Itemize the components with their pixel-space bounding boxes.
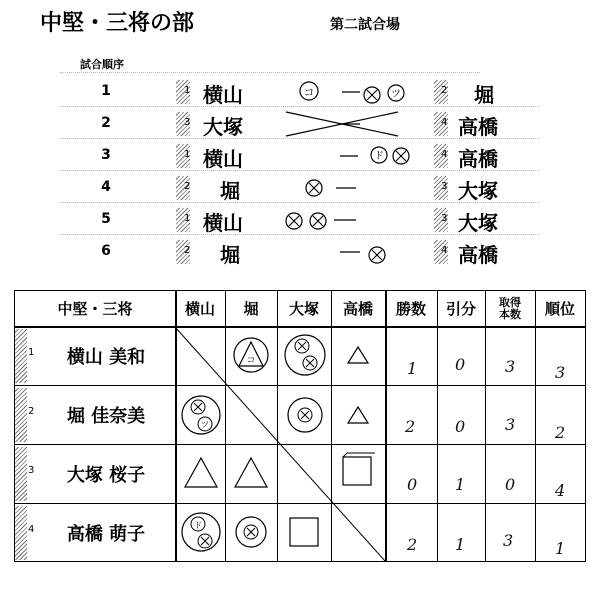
svg-text:ツ: ツ xyxy=(391,89,401,100)
column-header: 横山 xyxy=(184,300,215,318)
wins-value: 0 xyxy=(407,475,418,494)
right-seat-number: 2 xyxy=(441,85,448,96)
triangle-icon xyxy=(185,458,217,487)
column-header: 大塚 xyxy=(288,300,319,318)
right-seat-number: 4 xyxy=(441,245,448,256)
row-divider xyxy=(60,138,540,139)
match-row xyxy=(0,236,600,268)
svg-text:コ: コ xyxy=(246,356,256,366)
mark-x-circle-icon xyxy=(286,213,302,229)
right-seat-number: 3 xyxy=(441,213,448,224)
points-value: 3 xyxy=(505,415,516,434)
svg-text:ド: ド xyxy=(374,151,384,162)
mark-ko-circle-icon xyxy=(300,82,318,100)
draws-value: 1 xyxy=(455,535,466,554)
column-header: 勝数 xyxy=(395,300,426,318)
draws-value: 0 xyxy=(455,355,466,374)
left-player: 横山 xyxy=(203,147,243,171)
row-divider xyxy=(60,234,540,235)
svg-text:ツ: ツ xyxy=(201,420,209,429)
draws-value: 0 xyxy=(455,417,466,436)
rank-value: 4 xyxy=(555,481,566,500)
page-title: 中堅・三将の部 xyxy=(40,11,195,36)
left-player: 堀 xyxy=(220,179,240,203)
match-number: 5 xyxy=(101,211,111,227)
player-name: 横山 美和 xyxy=(66,347,146,368)
score-marks xyxy=(0,76,600,108)
match-number: 2 xyxy=(101,115,111,131)
mark-tsu-circle-icon xyxy=(388,85,404,101)
match-number: 3 xyxy=(101,147,111,163)
right-seat-number: 4 xyxy=(441,149,448,160)
draws-value: 1 xyxy=(455,475,466,494)
row-seat-number: 1 xyxy=(28,347,35,358)
column-header: 高橋 xyxy=(342,300,373,318)
venue-label: 第二試合場 xyxy=(330,17,400,33)
double-x-circle-icon xyxy=(285,335,325,375)
mark-x-circle-icon xyxy=(306,180,322,196)
row-divider xyxy=(60,170,540,171)
cancelled-cross xyxy=(0,108,600,140)
right-player: 大塚 xyxy=(458,179,498,203)
match-row xyxy=(0,204,600,236)
column-header: 順位 xyxy=(544,300,575,318)
match-number: 4 xyxy=(101,179,111,195)
right-player: 堀 xyxy=(474,83,494,107)
column-header-line: 取得 xyxy=(499,295,521,309)
score-marks xyxy=(0,140,600,172)
mark-x-circle-icon xyxy=(364,87,380,103)
player-name: 大塚 桜子 xyxy=(66,465,146,486)
points-value: 0 xyxy=(505,475,516,494)
right-seat-number: 4 xyxy=(441,117,448,128)
match-number: 6 xyxy=(101,243,111,259)
square-icon xyxy=(343,453,375,485)
mark-x-circle-icon xyxy=(393,148,409,164)
left-player: 堀 xyxy=(220,243,240,267)
rank-value: 3 xyxy=(555,363,566,382)
match-row xyxy=(0,140,600,172)
match-row xyxy=(0,108,600,140)
self-diagonal xyxy=(175,327,385,561)
left-seat-number: 2 xyxy=(184,181,191,192)
player-name: 高橋 萌子 xyxy=(66,524,146,545)
right-player: 高橋 xyxy=(458,115,498,139)
header-divider xyxy=(60,72,480,73)
left-seat-number: 1 xyxy=(184,149,191,160)
left-seat-number: 3 xyxy=(184,117,191,128)
triangle-icon xyxy=(235,458,267,487)
match-order-label: 試合順序 xyxy=(80,58,124,71)
triangle-ko-icon xyxy=(234,338,268,372)
x-circle-icon xyxy=(288,398,322,432)
right-player: 高橋 xyxy=(458,243,498,267)
left-player: 横山 xyxy=(203,83,243,107)
wins-value: 2 xyxy=(407,535,418,554)
svg-text:ド: ド xyxy=(194,521,202,530)
score-marks xyxy=(0,172,600,204)
row-seat-number: 3 xyxy=(28,465,35,476)
results-table xyxy=(14,290,586,562)
result-marks xyxy=(15,291,587,563)
left-seat-number: 1 xyxy=(184,213,191,224)
row-divider xyxy=(60,202,540,203)
column-header: 堀 xyxy=(243,300,259,318)
row-seat-number: 2 xyxy=(28,406,35,417)
match-row xyxy=(0,172,600,204)
do-x-circle-icon xyxy=(182,513,220,551)
right-player: 高橋 xyxy=(458,147,498,171)
score-marks xyxy=(0,236,600,268)
row-seat-number: 4 xyxy=(28,524,35,535)
left-player: 大塚 xyxy=(203,115,243,139)
right-seat-number: 3 xyxy=(441,181,448,192)
right-player: 大塚 xyxy=(458,211,498,235)
mark-x-circle-icon xyxy=(310,213,326,229)
wins-value: 2 xyxy=(405,417,416,436)
mark-x-circle-icon xyxy=(369,247,385,263)
left-seat-number: 1 xyxy=(184,85,191,96)
column-header: 引分 xyxy=(445,300,476,318)
row-divider xyxy=(60,106,540,107)
table-title: 中堅・三将 xyxy=(57,300,133,318)
points-value: 3 xyxy=(503,531,514,550)
player-name: 堀 佳奈美 xyxy=(66,406,146,427)
match-number: 1 xyxy=(101,83,111,99)
svg-text:コ: コ xyxy=(303,86,315,99)
mark-do-circle-icon xyxy=(371,147,387,163)
rank-value: 2 xyxy=(555,423,566,442)
square-icon xyxy=(290,518,318,546)
rank-value: 1 xyxy=(555,539,566,558)
x-tsu-circle-icon xyxy=(182,396,220,434)
points-value: 3 xyxy=(505,357,516,376)
triangle-icon xyxy=(348,407,368,423)
left-player: 横山 xyxy=(203,211,243,235)
score-marks xyxy=(0,204,600,236)
match-row xyxy=(0,76,600,108)
wins-value: 1 xyxy=(407,359,418,378)
x-circle-icon xyxy=(236,517,266,547)
left-seat-number: 2 xyxy=(184,245,191,256)
column-header-line: 本数 xyxy=(499,307,521,321)
triangle-icon xyxy=(348,347,368,363)
